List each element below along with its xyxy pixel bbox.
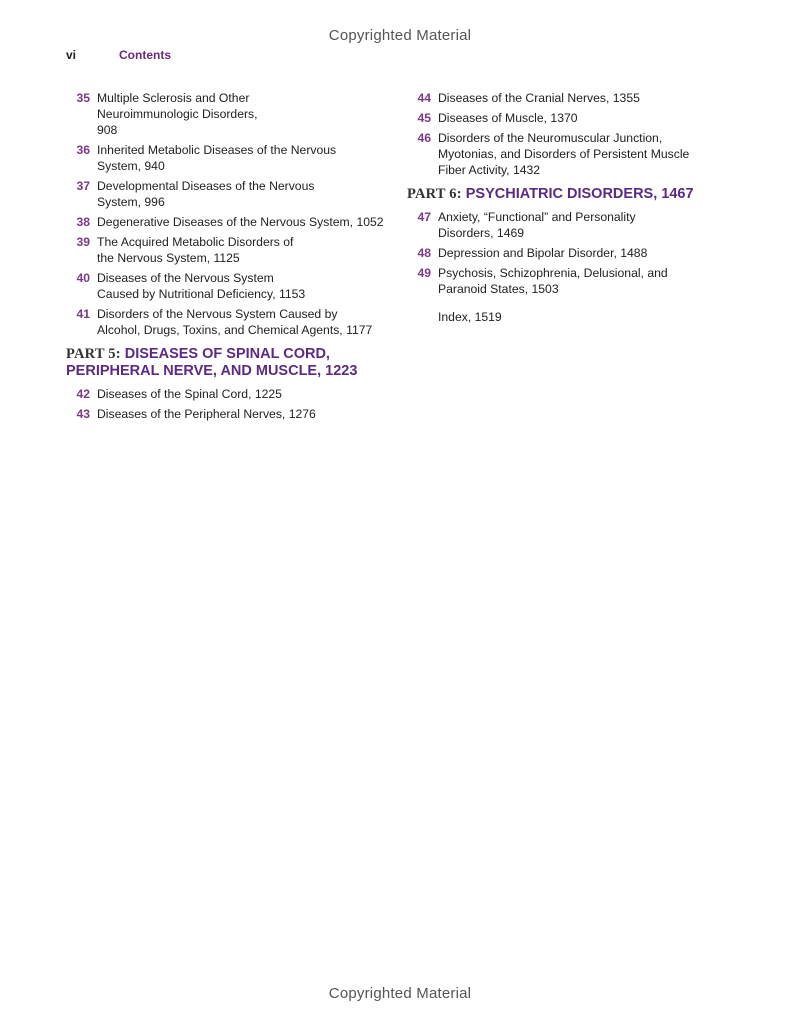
copyright-watermark-bottom: Copyrighted Material <box>328 985 472 1002</box>
chapter-title: Diseases of Muscle, 1370 <box>438 111 578 125</box>
toc-entry[interactable] <box>407 245 727 261</box>
chapter-number: 36 <box>76 143 90 157</box>
chapter-number: 40 <box>76 271 90 285</box>
toc-entry[interactable] <box>66 406 396 422</box>
chapter-title: Developmental Diseases of the Nervous System, 996 <box>97 179 315 209</box>
chapter-title: Diseases of the Nervous System Caused by Nutritional Deficiency, 1153 <box>97 271 306 301</box>
toc-entry[interactable] <box>66 90 396 138</box>
toc-entry[interactable] <box>407 209 727 241</box>
chapter-title: Degenerative Diseases of the Nervous System, 1052 <box>97 215 384 229</box>
chapter-title: Disorders of the Nervous System Caused by Alcohol, Drugs, Toxins, and Chemical Agents, 1177 <box>97 307 373 337</box>
toc-right-column <box>407 90 727 325</box>
chapter-number: 39 <box>76 235 90 249</box>
chapter-number: 41 <box>76 307 90 321</box>
chapter-title: Diseases of the Spinal Cord, 1225 <box>97 387 282 401</box>
chapter-number: 43 <box>76 407 90 421</box>
chapter-number: 47 <box>417 210 431 224</box>
chapter-number: 37 <box>76 179 90 193</box>
chapter-title: Depression and Bipolar Disorder, 1488 <box>438 246 648 260</box>
toc-entry[interactable] <box>407 110 727 126</box>
chapter-number: 42 <box>76 387 90 401</box>
toc-entry[interactable] <box>407 130 727 178</box>
page-number: vi <box>66 48 77 62</box>
chapter-title: Multiple Sclerosis and Other Neuroimmunologic Disorders, 908 <box>97 91 258 137</box>
toc-entry[interactable] <box>66 142 396 174</box>
chapter-number: 48 <box>417 246 431 260</box>
chapter-number: 44 <box>417 91 431 105</box>
toc-left-column <box>66 90 396 426</box>
chapter-number: 38 <box>76 215 90 229</box>
part-label: PART 6: <box>407 186 462 202</box>
copyright-watermark-top: Copyrighted Material <box>328 27 472 44</box>
toc-entry[interactable] <box>407 90 727 106</box>
running-head <box>66 48 171 62</box>
chapter-title: Inherited Metabolic Diseases of the Nervous System, 940 <box>97 143 337 173</box>
toc-entry[interactable] <box>66 234 396 266</box>
chapter-title: Diseases of the Cranial Nerves, 1355 <box>438 91 640 105</box>
toc-entry[interactable] <box>66 306 396 338</box>
toc-entry[interactable] <box>66 178 396 210</box>
chapter-number: 35 <box>76 91 90 105</box>
toc-entry[interactable] <box>66 270 396 302</box>
part-6-heading[interactable] <box>407 186 727 203</box>
chapter-number: 46 <box>417 131 431 145</box>
chapter-number: 45 <box>417 111 431 125</box>
chapter-title: Psychosis, Schizophrenia, Delusional, and Paranoid States, 1503 <box>438 266 668 296</box>
index-entry[interactable]: Index, 1519 <box>438 310 502 324</box>
chapter-title: Disorders of the Neuromuscular Junction, Myotonias, and Disorders of Persistent Muscle Fiber Activity, 1432 <box>438 131 690 177</box>
toc-entry[interactable] <box>407 265 727 297</box>
chapter-title: Anxiety, “Functional” and Personality Disorders, 1469 <box>438 210 636 240</box>
part-title: DISEASES OF SPINAL CORD, PERIPHERAL NERVE, AND MUSCLE, 1223 <box>66 346 358 379</box>
chapter-number: 49 <box>417 266 431 280</box>
running-head-label: Contents <box>119 48 171 62</box>
toc-entry[interactable] <box>66 386 396 402</box>
part-5-heading[interactable] <box>66 346 366 380</box>
chapter-title: The Acquired Metabolic Disorders of the Nervous System, 1125 <box>97 235 294 265</box>
part-title: PSYCHIATRIC DISORDERS, 1467 <box>465 186 694 202</box>
toc-entry[interactable] <box>66 214 396 230</box>
chapter-title: Diseases of the Peripheral Nerves, 1276 <box>97 407 316 421</box>
part-label: PART 5: <box>66 346 121 362</box>
